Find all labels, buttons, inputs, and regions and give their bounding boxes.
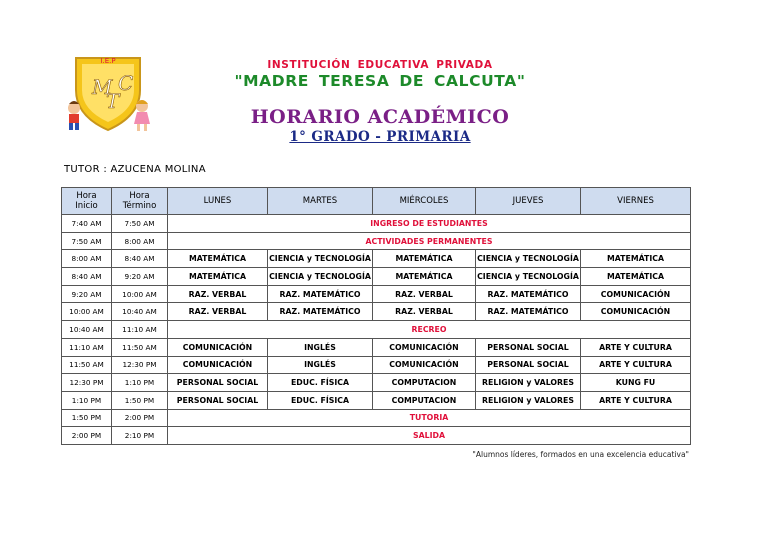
- table-row: [62, 409, 691, 427]
- subject-cell: RAZ. MATEMÁTICO: [476, 303, 581, 321]
- subject-cell: RELIGION y VALORES: [476, 374, 581, 392]
- end-time: 2:10 PM: [112, 427, 168, 445]
- subject-cell: COMUNICACIÓN: [168, 338, 268, 356]
- start-time: 10:00 AM: [62, 303, 112, 321]
- subject-cell: ARTE Y CULTURA: [581, 391, 691, 409]
- subject-cell: MATEMÁTICA: [581, 268, 691, 286]
- start-time: 10:40 AM: [62, 321, 112, 339]
- subject-cell: COMUNICACIÓN: [373, 338, 476, 356]
- header-day: VIERNES: [581, 188, 691, 215]
- end-time: 10:00 AM: [112, 285, 168, 303]
- subject-cell: COMUNICACIÓN: [581, 285, 691, 303]
- footer-note: "Alumnos líderes, formados en una excelencia educativa": [472, 450, 689, 459]
- table-row: [62, 232, 691, 250]
- table-row: [62, 356, 691, 374]
- subject-cell: RAZ. VERBAL: [373, 285, 476, 303]
- start-time: 7:50 AM: [62, 232, 112, 250]
- start-time: 11:10 AM: [62, 338, 112, 356]
- subject-cell: ARTE Y CULTURA: [581, 356, 691, 374]
- subject-cell: PERSONAL SOCIAL: [476, 338, 581, 356]
- tutor-label: TUTOR : AZUCENA MOLINA: [64, 164, 206, 175]
- start-time: 2:00 PM: [62, 427, 112, 445]
- start-time: 1:50 PM: [62, 409, 112, 427]
- table-row: [62, 427, 691, 445]
- subject-cell: MATEMÁTICA: [373, 268, 476, 286]
- logo-letter-c: C: [118, 71, 134, 95]
- subject-cell: MATEMÁTICA: [373, 250, 476, 268]
- start-time: 7:40 AM: [62, 215, 112, 233]
- subject-cell: PERSONAL SOCIAL: [168, 391, 268, 409]
- table-row: [62, 268, 691, 286]
- subject-cell: RAZ. MATEMÁTICO: [268, 285, 373, 303]
- table-row: [62, 285, 691, 303]
- table-row: [62, 391, 691, 409]
- table-row: [62, 215, 691, 233]
- header-day: MARTES: [268, 188, 373, 215]
- event-cell: INGRESO DE ESTUDIANTES: [168, 215, 691, 233]
- page-title: HORARIO ACADÉMICO: [250, 106, 510, 128]
- table-row: [62, 338, 691, 356]
- table-row: [62, 303, 691, 321]
- subject-cell: RAZ. MATEMÁTICO: [268, 303, 373, 321]
- header-day: JUEVES: [476, 188, 581, 215]
- subject-cell: KUNG FU: [581, 374, 691, 392]
- end-time: 11:50 AM: [112, 338, 168, 356]
- event-cell: ACTIVIDADES PERMANENTES: [168, 232, 691, 250]
- subject-cell: EDUC. FÍSICA: [268, 391, 373, 409]
- subject-cell: MATEMÁTICA: [168, 268, 268, 286]
- boy-figure-icon: [68, 101, 80, 130]
- subject-cell: COMUNICACIÓN: [581, 303, 691, 321]
- end-time: 12:30 PM: [112, 356, 168, 374]
- table-row: [62, 250, 691, 268]
- girl-figure-icon: [134, 100, 150, 131]
- subject-cell: COMPUTACION: [373, 391, 476, 409]
- subject-cell: RELIGION y VALORES: [476, 391, 581, 409]
- page-subtitle: 1° GRADO - PRIMARIA: [289, 129, 471, 145]
- end-time: 11:10 AM: [112, 321, 168, 339]
- event-cell: SALIDA: [168, 427, 691, 445]
- logo-letter-m: M: [92, 75, 113, 99]
- end-time: 1:10 PM: [112, 374, 168, 392]
- start-time: 8:40 AM: [62, 268, 112, 286]
- start-time: 8:00 AM: [62, 250, 112, 268]
- subject-cell: RAZ. VERBAL: [168, 285, 268, 303]
- header-day: LUNES: [168, 188, 268, 215]
- schedule-table: [61, 187, 691, 445]
- end-time: 8:00 AM: [112, 232, 168, 250]
- subject-cell: INGLÉS: [268, 356, 373, 374]
- table-row: [62, 374, 691, 392]
- start-time: 9:20 AM: [62, 285, 112, 303]
- subject-cell: EDUC. FÍSICA: [268, 374, 373, 392]
- table-row: [62, 321, 691, 339]
- subject-cell: RAZ. MATEMÁTICO: [476, 285, 581, 303]
- header-day: MIÉRCOLES: [373, 188, 476, 215]
- start-time: 1:10 PM: [62, 391, 112, 409]
- subject-cell: MATEMÁTICA: [168, 250, 268, 268]
- end-time: 1:50 PM: [112, 391, 168, 409]
- end-time: 9:20 AM: [112, 268, 168, 286]
- subject-cell: CIENCIA y TECNOLOGÍA: [268, 268, 373, 286]
- subject-cell: PERSONAL SOCIAL: [168, 374, 268, 392]
- end-time: 8:40 AM: [112, 250, 168, 268]
- subject-cell: PERSONAL SOCIAL: [476, 356, 581, 374]
- subject-cell: INGLÉS: [268, 338, 373, 356]
- subject-cell: ARTE Y CULTURA: [581, 338, 691, 356]
- logo-top-text: I.E.P: [100, 57, 116, 65]
- subject-cell: CIENCIA y TECNOLOGÍA: [268, 250, 373, 268]
- start-time: 11:50 AM: [62, 356, 112, 374]
- subject-cell: RAZ. VERBAL: [373, 303, 476, 321]
- subject-cell: MATEMÁTICA: [581, 250, 691, 268]
- school-logo: [62, 50, 154, 136]
- subject-cell: COMUNICACIÓN: [168, 356, 268, 374]
- event-cell: RECREO: [168, 321, 691, 339]
- table-header-row: [62, 188, 691, 215]
- institution-line: INSTITUCIÓN EDUCATIVA PRIVADA: [267, 59, 493, 71]
- end-time: 7:50 AM: [112, 215, 168, 233]
- header-end-time: Hora Término: [112, 188, 168, 215]
- header-start-time: Hora Inicio: [62, 188, 112, 215]
- end-time: 2:00 PM: [112, 409, 168, 427]
- subject-cell: RAZ. VERBAL: [168, 303, 268, 321]
- subject-cell: CIENCIA y TECNOLOGÍA: [476, 268, 581, 286]
- school-name: "MADRE TERESA DE CALCUTA": [234, 72, 526, 90]
- subject-cell: COMUNICACIÓN: [373, 356, 476, 374]
- logo-letter-t: T: [106, 89, 120, 113]
- event-cell: TUTORIA: [168, 409, 691, 427]
- end-time: 10:40 AM: [112, 303, 168, 321]
- subject-cell: CIENCIA y TECNOLOGÍA: [476, 250, 581, 268]
- subject-cell: COMPUTACION: [373, 374, 476, 392]
- start-time: 12:30 PM: [62, 374, 112, 392]
